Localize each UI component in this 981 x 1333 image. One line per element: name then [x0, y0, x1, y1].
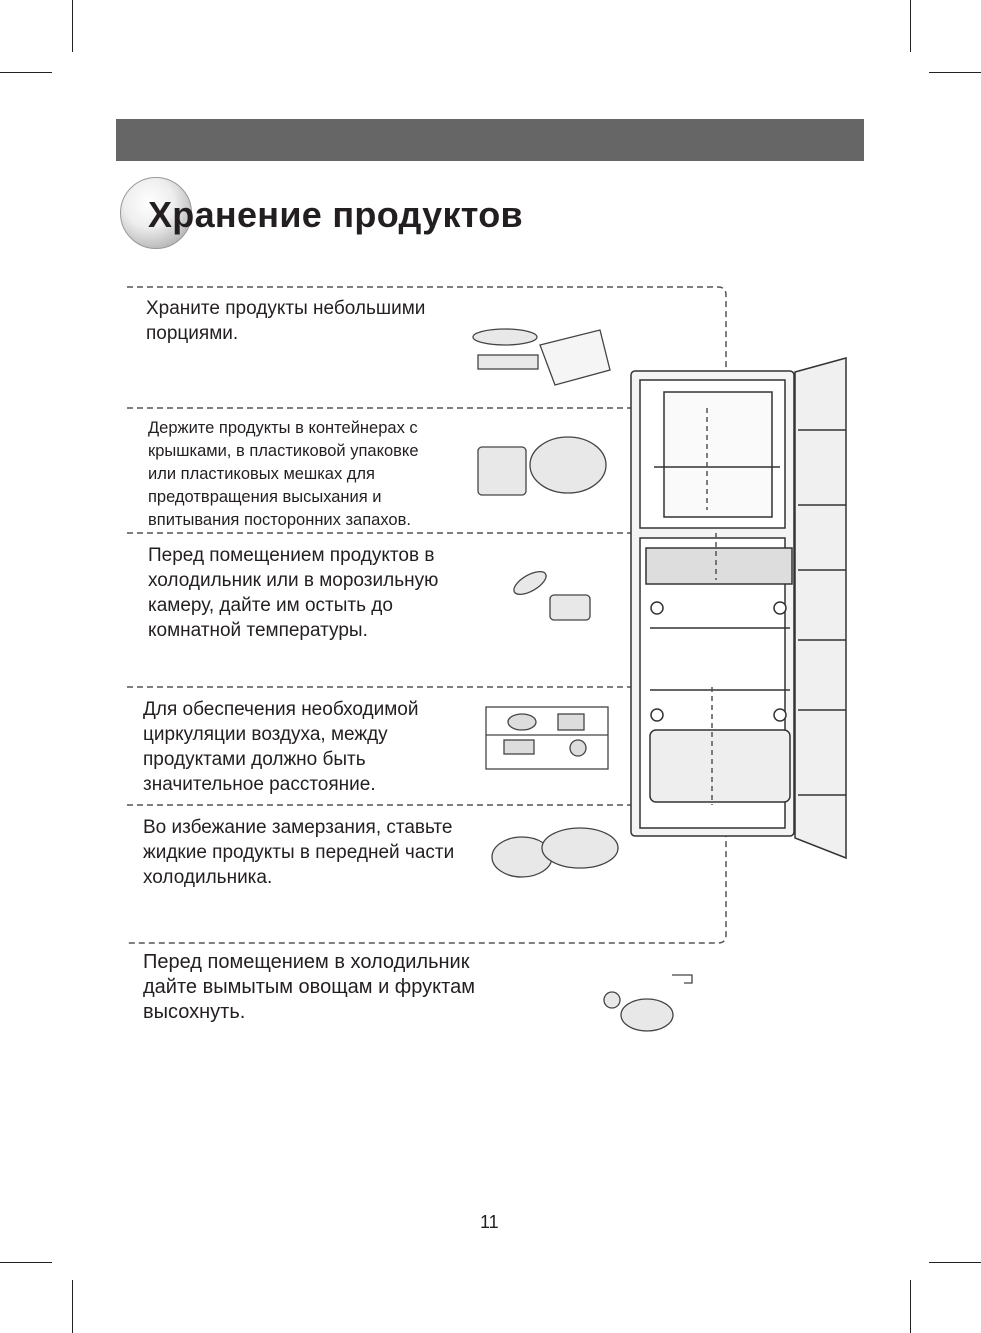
washing-vegetables-icon	[604, 975, 692, 1031]
tip-air-circulation: Для обеспечения необходимой циркуляции воздуха, между продуктами должно быть значительное расстояние.	[143, 699, 419, 795]
tip-cool-down: Перед помещением продуктов в холодильник или в морозильную камеру, дайте им остыть до комнатной температуры.	[148, 545, 439, 641]
page-title: Хранение продуктов	[148, 194, 523, 235]
tip-liquids-front: Во избежание замерзания, ставьте жидкие продукты в передней части холодильника.	[143, 817, 455, 888]
page-number: 11	[480, 1212, 499, 1232]
tip-small-portions: Храните продукты небольшими порциями.	[146, 298, 426, 344]
food-bowls-icon	[492, 828, 618, 877]
shelf-spacing-icon	[486, 707, 608, 769]
tip-dry-vegetables: Перед помещением в холодильник дайте вымытым овощам и фруктам высохнуть.	[143, 951, 475, 1023]
tip-containers: Держите продукты в контейнерах с крышками, в пластиковой упаковке или пластиковых мешках для предотвращения высыхания и впитывания посторонних запахов.	[148, 419, 419, 529]
containers-icon	[478, 437, 606, 495]
cooling-pot-icon	[510, 567, 590, 620]
fish-portions-icon	[473, 329, 610, 385]
refrigerator-illustration	[631, 358, 846, 858]
